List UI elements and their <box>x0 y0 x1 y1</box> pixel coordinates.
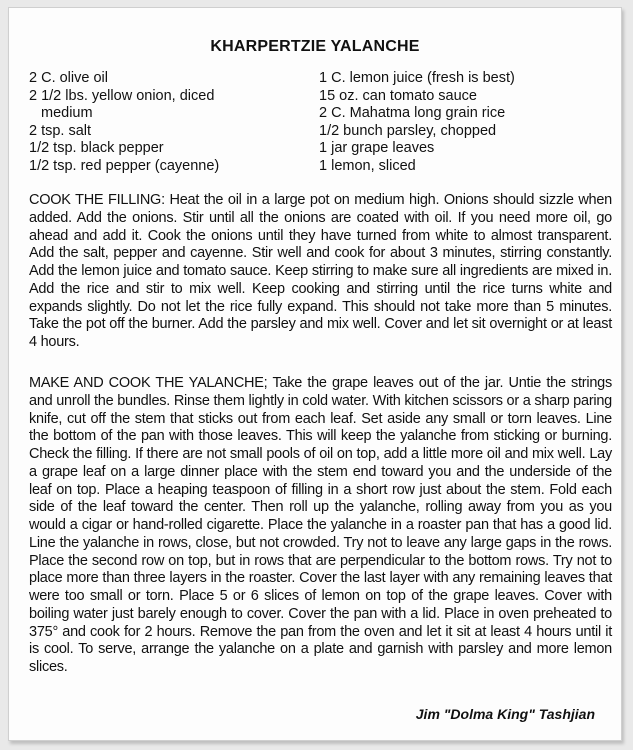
ingredient-item: 2 C. Mahatma long grain rice <box>319 105 506 122</box>
ingredient-item: 2 1/2 lbs. yellow onion, diced <box>29 87 215 104</box>
ingredient-item: 15 oz. can tomato sauce <box>319 87 477 104</box>
ingredient-item: 2 C. olive oil <box>29 70 108 86</box>
ingredient-item: 1 jar grape leaves <box>319 140 435 157</box>
ingredients-right-column <box>319 70 609 176</box>
ingredient-item: 2 tsp. salt <box>29 122 92 139</box>
ingredient-item: 1/2 bunch parsley, chopped <box>319 122 497 139</box>
ingredient-item: 1/2 tsp. black pepper <box>29 140 164 157</box>
ingredient-item: 1/2 tsp. red pepper (cayenne) <box>29 157 220 174</box>
author-signature: Jim "Dolma King" Tashjian <box>415 706 595 722</box>
cook-filling-paragraph: COOK THE FILLING: Heat the oil in a large pot on medium high. Onions should sizzle when added. Add the onions. Stir until all the onions are coated with oil. If you need more oil, go ahead and add it. Cook the onions until they have turned from white to almost transparent. Add the salt, pepper and cayenne. Stir well and cook for about 3 minutes, stirring constantly. Add the lemon juice and tomato sauce. Keep stirring to make sure all ingredients are mixed in. Add the rice and stir to mix well. Keep cooking and stirring until the rice turns white and expands slightly. Do not let the rice fully expand. This should not take more than 5 minutes. Take the pot off the burner. Add the parsley and mix well. Cover and let sit overnight or at least 4 hours. <box>29 192 612 350</box>
ingredient-item: 1 C. lemon juice (fresh is best) <box>319 70 515 86</box>
ingredients-left-column <box>29 70 314 176</box>
recipe-card <box>8 7 622 741</box>
ingredient-item-continued: medium <box>41 105 93 122</box>
ingredient-item: 1 lemon, sliced <box>319 157 416 174</box>
recipe-title: KHARPERTZIE YALANCHE <box>210 38 420 55</box>
make-yalanche-paragraph: MAKE AND COOK THE YALANCHE; Take the grape leaves out of the jar. Untie the strings and unroll the bundles. Rinse them lightly in cold water. With kitchen scissors or a sharp paring knife, cut off the stem that sticks out from each leaf. Set aside any small or torn leaves. Line the bottom of the pan with those leaves. This will keep the yalanche from sticking or burning. Check the filling. If there are not small pools of oil on top, add a little more oil and mix well. Lay a grape leaf on a large dinner place with the stem end toward you and the underside of the leaf on top. Place a heaping teaspoon of filling in a short row just about the stem. Fold each side of the leaf toward the center. Then roll up the yalanche, rolling away from you as you would a cigar or hand-rolled cigarette. Place the yalanche in a roaster pan that has a good lid. Line the yalanche in rows, close, but not crowded. Try not to leave any large gaps in the rows. Place the second row on top, but in rows that are perpendicular to the bottom rows. Try not to place more than three layers in the roaster. Cover the last layer with any remaining leaves that were too small or torn. Place 5 or 6 slices of lemon on top of the grape leaves. Cover with boiling water just barely enough to cover. Cover the pan with a lid. Place in oven preheated to 375° and cook for 2 hours. Remove the pan from the oven and let it sit at least 4 hours until it is cool. To serve, arrange the yalanche on a plate and garnish with parsley and more lemon slices. <box>29 375 612 675</box>
